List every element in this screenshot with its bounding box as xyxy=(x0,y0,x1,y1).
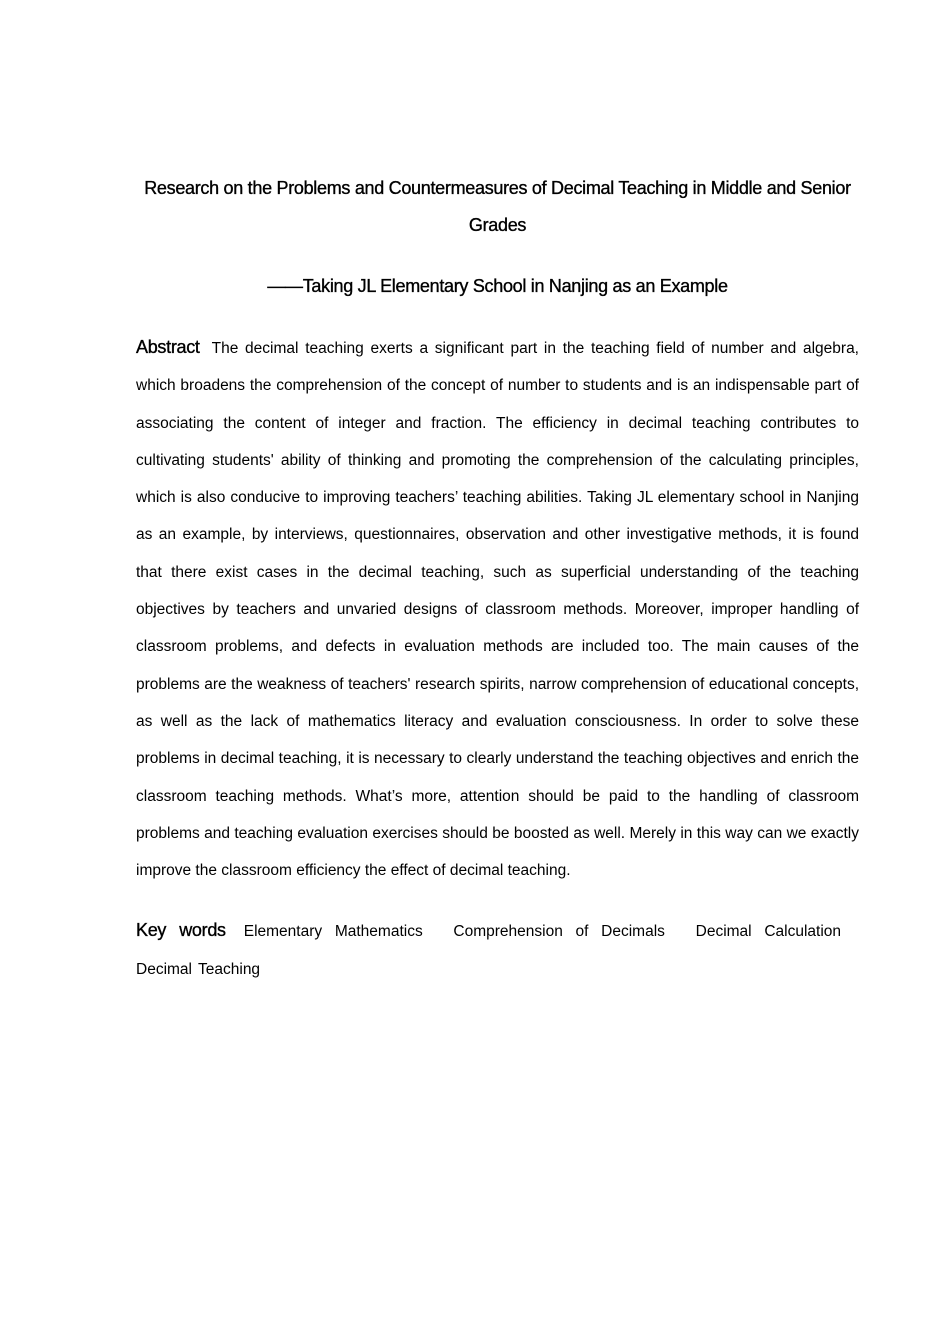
keyword-item: Decimal Calculation xyxy=(695,923,842,941)
abstract-label: Abstract xyxy=(136,337,200,357)
abstract-text: The decimal teaching exerts a significant part in the teaching field of number and algebra, which broadens the comprehension of the concept of number to students and is an indispensable part of associating the content of integer and fraction. The efficiency in decimal teaching contributes to cultivating students' ability of thinking and promoting the comprehension of the calculating principles, which is also conducive to improving teachers’ teaching abilities. Taking JL elementary school in Nanjing as an example, by interviews, questionnaires, observation and other investigative methods, it is found that there exist cases in the decimal teaching, such as superficial understanding of the teaching objectives by teachers and unvaried designs of classroom methods. Moreover, improper handling of classroom problems, and defects in evaluation methods are included too. The main causes of the problems are the weakness of teachers' research spirits, narrow comprehension of educational concepts, as well as the lack of mathematics literacy and evaluation consciousness. In order to solve these problems in decimal teaching, it is necessary to clearly understand the teaching objectives and enrich the classroom teaching methods. What’s more, attention should be paid to the handling of classroom problems and teaching evaluation exercises should be boosted as well. Merely in this way can we exactly improve the classroom efficiency the effect of decimal teaching. xyxy=(136,340,859,880)
paper-page xyxy=(136,170,859,988)
keywords-section xyxy=(136,912,859,988)
keyword-item: Elementary Mathematics xyxy=(243,923,423,941)
paper-subtitle: ——Taking JL Elementary School in Nanjing as an Example xyxy=(267,276,728,296)
abstract-section xyxy=(136,329,859,889)
keyword-item: Decimal Teaching xyxy=(136,960,261,978)
paper-title: Research on the Problems and Countermeasures of Decimal Teaching in Middle and Senior Grades xyxy=(144,178,851,235)
keywords-label: Key words xyxy=(136,920,226,941)
keyword-item: Comprehension of Decimals xyxy=(453,923,665,941)
